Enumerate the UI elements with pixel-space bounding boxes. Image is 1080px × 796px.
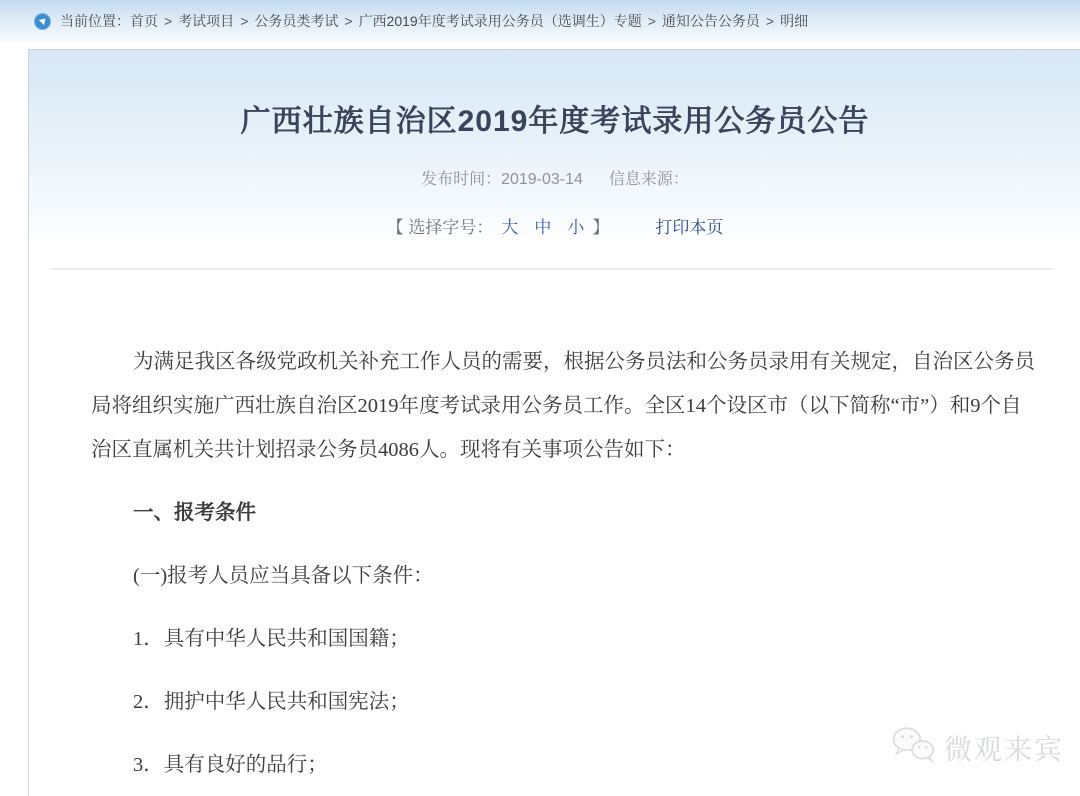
font-size-chooser-suffix: 】 [592,218,610,237]
watermark [890,726,1064,770]
list-item-2: 2．拥护中华人民共和国宪法； [133,691,410,713]
publish-date-label: 发布时间： [421,171,502,188]
breadcrumb-item-notices[interactable]: 通知公告公务员 [661,13,760,29]
info-source-label: 信息来源： [608,171,689,188]
font-size-large-button[interactable]: 大 [501,218,519,237]
article-panel [28,49,1080,796]
breadcrumb-separator: > [164,13,173,29]
breadcrumb-item-exam-projects[interactable]: 考试项目 [178,13,235,29]
breadcrumb-separator: > [240,13,249,29]
breadcrumb-bar [0,0,1080,42]
font-size-chooser-prefix: 【 选择字号： [386,218,494,237]
page-title: 广西壮族自治区2019年度考试录用公务员公告 [240,105,870,138]
wechat-icon [890,726,944,770]
print-page-button[interactable]: 打印本页 [655,218,724,237]
font-size-small-button[interactable]: 小 [567,218,585,237]
location-icon [34,13,51,30]
breadcrumb-separator: > [765,13,775,29]
font-size-medium-button[interactable]: 中 [534,218,552,237]
article-toolbar [29,213,1080,238]
publish-date-value: 2019-03-14 [501,171,583,188]
breadcrumb-item-civil-servant-exams[interactable]: 公务员类考试 [254,13,339,29]
breadcrumb-separator: > [647,13,656,29]
breadcrumb-item-home[interactable]: 首页 [130,13,158,29]
watermark-text: 微观来宾 [943,734,1064,765]
article-meta [29,166,1080,189]
paragraph-intro: 为满足我区各级党政机关补充工作人员的需要，根据公务员法和公务员录用有关规定，自治区公务员局将组织实施广西壮族自治区2019年度考试录用公务员工作。全区14个设区市（以下简称“市”）和9个自治区直属机关共计划招录公务员4086人。现将有关事项公告如下： [91,351,1036,461]
breadcrumb-item-detail: 明细 [780,13,809,29]
header-divider [51,268,1053,270]
paragraph-sub1: (一)报考人员应当具备以下条件： [133,565,434,587]
list-item-3: 3．具有良好的品行； [133,754,328,776]
breadcrumb-separator: > [344,13,353,29]
section-heading-1: 一、报考条件 [133,502,257,524]
breadcrumb-item-special-topic[interactable]: 广西2019年度考试录用公务员（选调生）专题 [358,13,642,29]
list-item-1: 1．具有中华人民共和国国籍； [133,628,410,650]
breadcrumb-label: 当前位置： [60,13,130,29]
article-body [29,340,1080,787]
